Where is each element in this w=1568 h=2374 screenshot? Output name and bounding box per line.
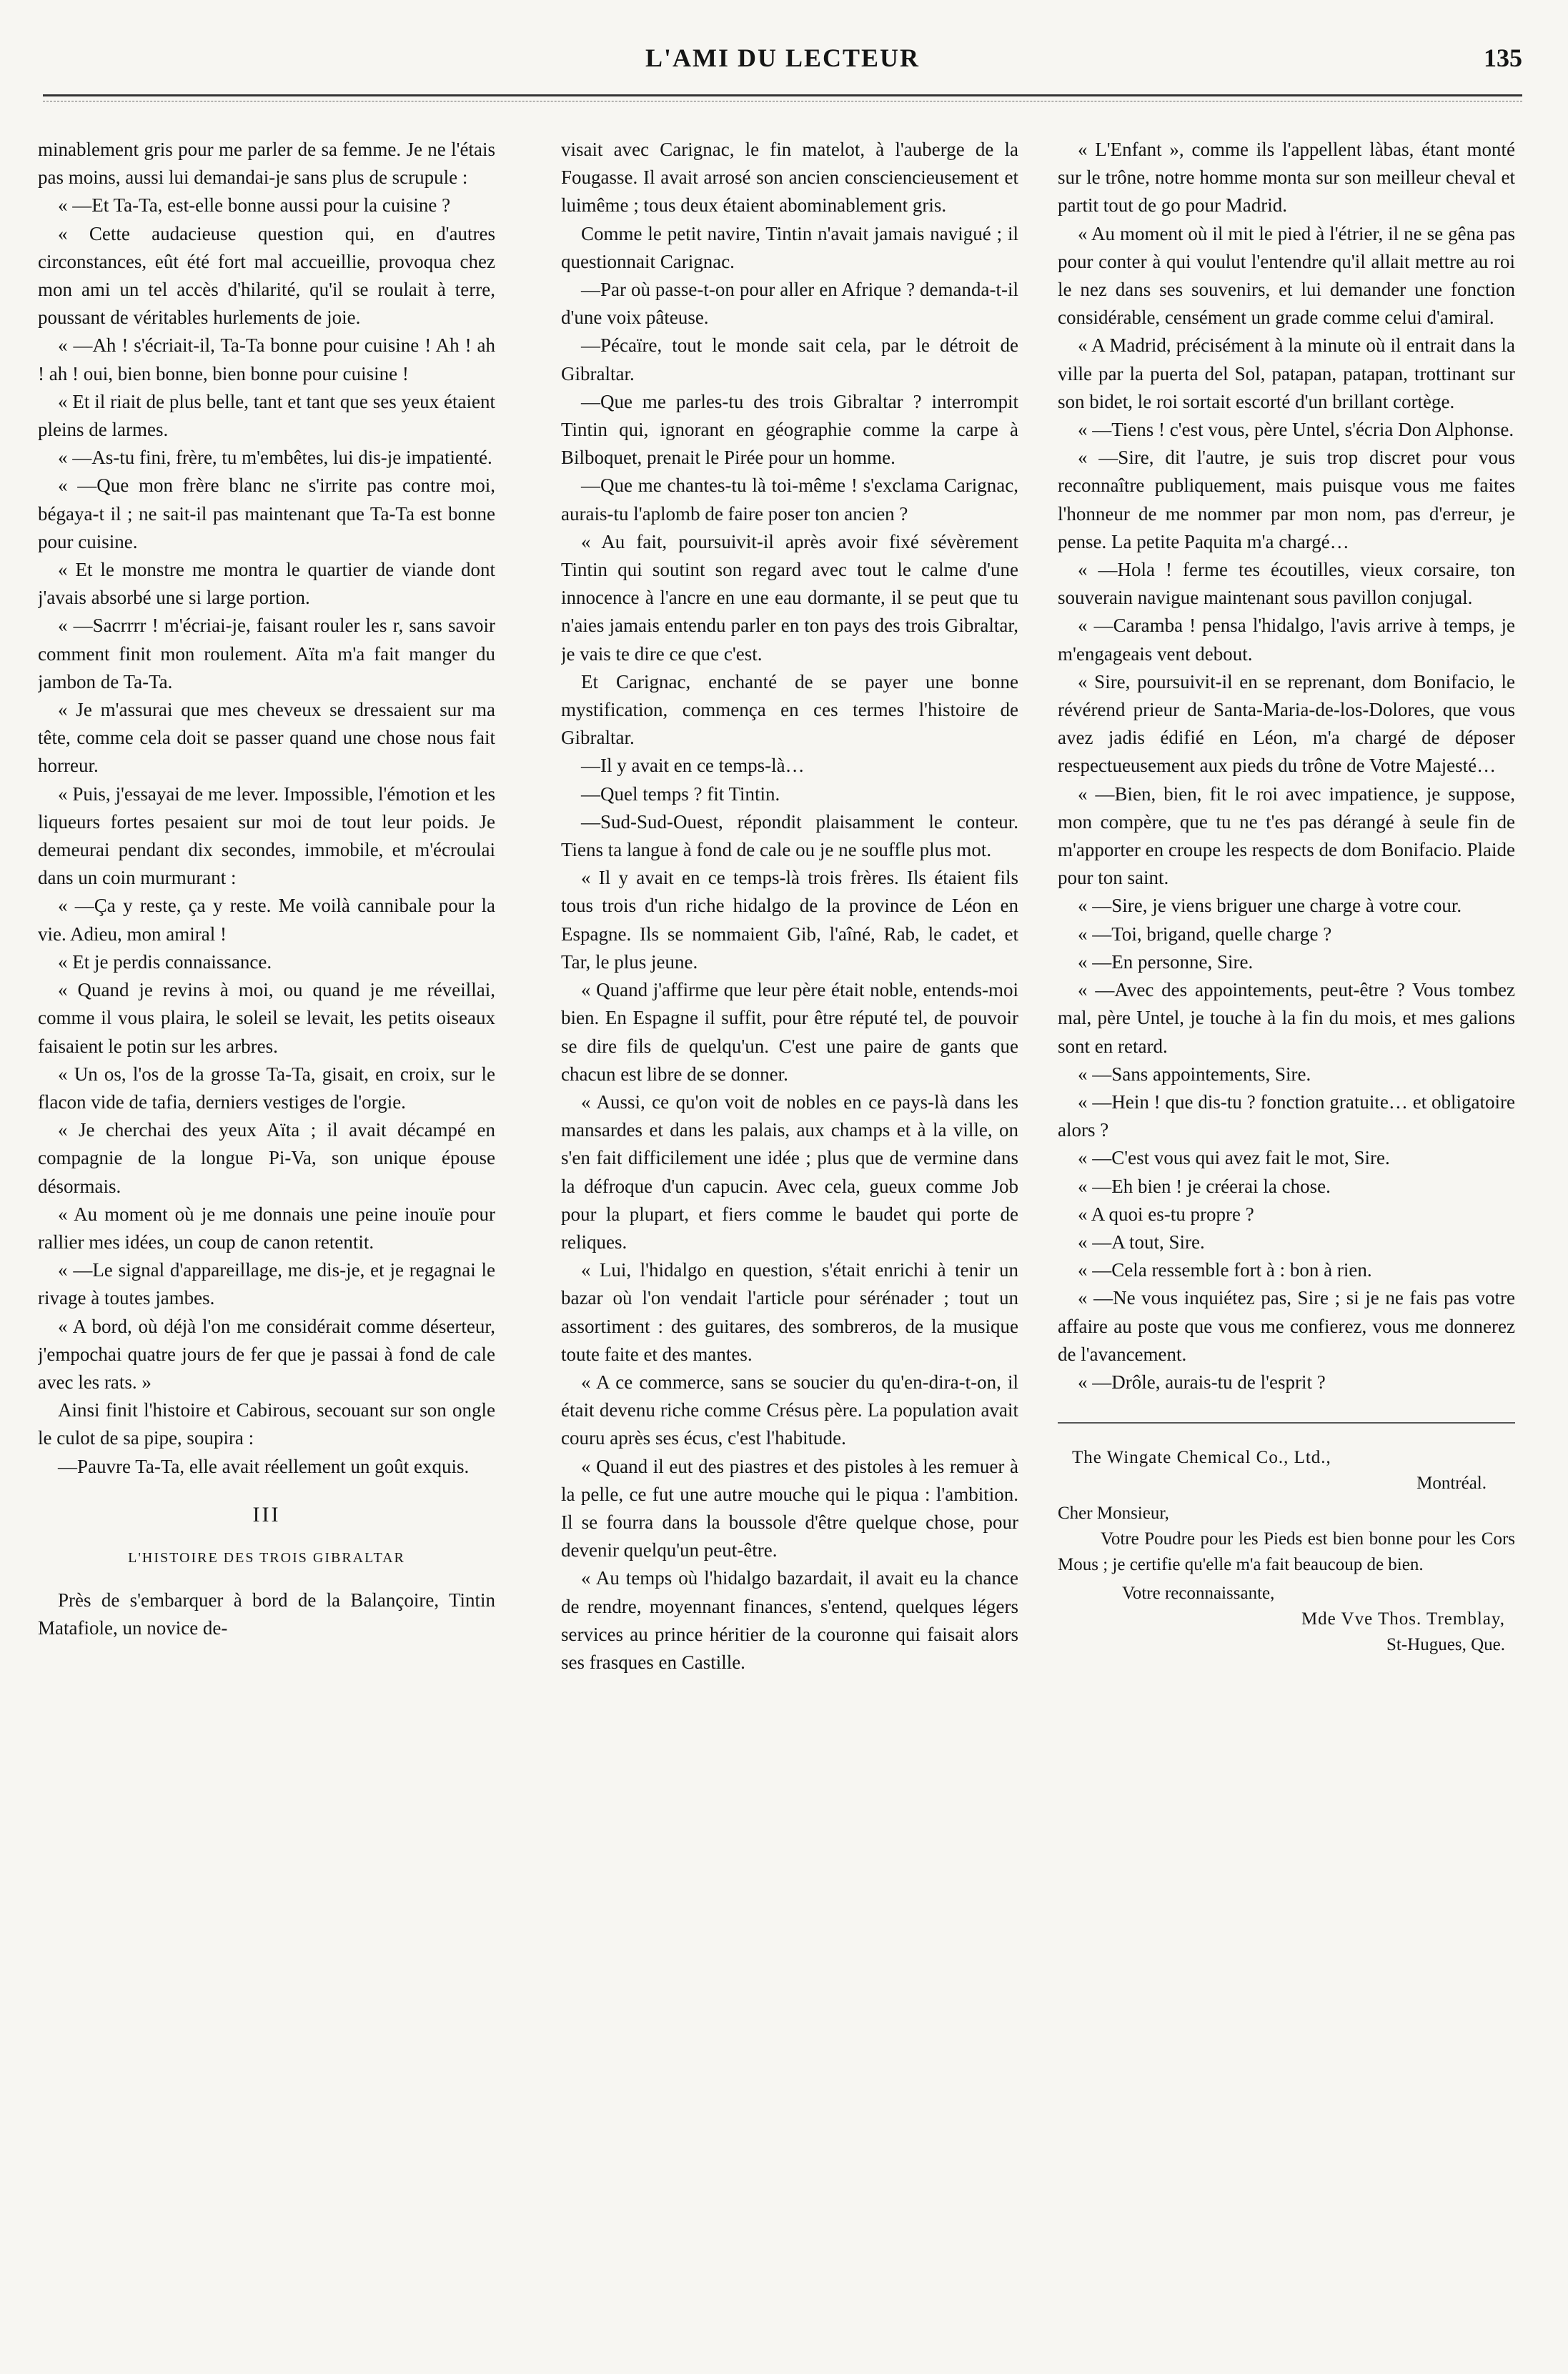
paragraph: « Un os, l'os de la grosse Ta-Ta, gisait, en croix, sur le flacon vide de tafia, derniers vestiges de l'orgie. [38, 1063, 495, 1113]
paragraph: « Et le monstre me montra le quartier de viande dont j'avais absorbé une si large portion. [38, 559, 495, 609]
paragraph: « —Hola ! ferme tes écoutilles, vieux corsaire, ton souverain navigue maintenant sous pavillon conjugal. [1058, 559, 1515, 609]
paragraph: « —Cela ressemble fort à : bon à rien. [1078, 1259, 1372, 1281]
advertisement [1058, 1445, 1515, 1658]
paragraph: —Quel temps ? fit Tintin. [581, 783, 780, 805]
paragraph: « Aussi, ce qu'on voit de nobles en ce pays-là dans les mansardes et dans les palais, aux champs et à la ville, on s'en fait difficilement une idée ; plus que de vermine dans la défroque d'un capucin. Avec cela, gueux comme Job pour la plupart, et fiers comme le baudet qui porte de reliques. [561, 1091, 1018, 1253]
paragraph: « —C'est vous qui avez fait le mot, Sire. [1078, 1147, 1390, 1169]
paragraph: « Je m'assurai que mes cheveux se dressaient sur ma tête, comme cela doit se passer quand une chose nous fait horreur. [38, 699, 495, 777]
paragraph: « Quand j'affirme que leur père était noble, entends-moi bien. En Espagne il suffit, pour être réputé tel, de pouvoir se dire fils de quelqu'un. C'est une paire de gants que chacun est libre de se donner. [561, 979, 1018, 1085]
ad-greeting: Cher Monsieur, [1058, 1504, 1169, 1524]
paragraph: « —En personne, Sire. [1078, 950, 1254, 973]
paragraph: « L'Enfant », comme ils l'appellent làbas, étant monté sur le trône, notre homme monta sur son meilleur cheval et partit tout de go pour Madrid. [1058, 139, 1515, 217]
header-rule [43, 94, 1522, 101]
column-1-after-paragraphs [38, 1586, 495, 1642]
paragraph: Près de s'embarquer à bord de la Balançoire, Tintin Matafiole, un novice de- [38, 1589, 495, 1639]
paragraph: « —Ne vous inquiétez pas, Sire ; si je ne fais pas votre affaire au poste que vous me confierez, vous me donnerez de l'avancement. [1058, 1287, 1515, 1365]
paragraph: « —Sans appointements, Sire. [1078, 1063, 1311, 1085]
page-header [43, 43, 1522, 86]
paragraph: « —Sacrrrr ! m'écriai-je, faisant rouler les r, sans savoir comment finit mon roulement. Aïta m'a fait manger du jambon de Ta-Ta. [38, 615, 495, 692]
ad-closing: Votre reconnaissante, [1122, 1584, 1275, 1604]
ad-company: The Wingate Chemical Co., Ltd., [1072, 1448, 1331, 1468]
column-3 [1058, 136, 1515, 2323]
paragraph: « —Sire, je viens briguer une charge à votre cour. [1078, 895, 1462, 917]
paragraph: Comme le petit navire, Tintin n'avait jamais navigué ; il questionnait Carignac. [561, 222, 1018, 272]
paragraph: —Pécaïre, tout le monde sait cela, par le détroit de Gibraltar. [561, 334, 1018, 384]
paragraph: « —Le signal d'appareillage, me dis-je, et je regagnai le rivage à toutes jambes. [38, 1259, 495, 1309]
paragraph: —Pauvre Ta-Ta, elle avait réellement un goût exquis. [58, 1455, 470, 1477]
paragraph: « Quand il eut des piastres et des pistoles à les remuer à la pelle, ce fut une autre mouche qui le piqua : l'ambition. Il se fourra dans la boussole d'être quelque chose, pour devenir quelqu'un peut-être. [561, 1455, 1018, 1561]
column-3-paragraphs [1058, 136, 1515, 1396]
paragraph: « Je cherchai des yeux Aïta ; il avait décampé en compagnie de la longue Pi-Va, son unique épouse désormais. [38, 1119, 495, 1197]
paragraph: « —Eh bien ! je créerai la chose. [1078, 1175, 1331, 1197]
paragraph: « —Et Ta-Ta, est-elle bonne aussi pour la cuisine ? [58, 194, 451, 217]
paragraph: « —Sire, dit l'autre, je suis trop discret pour vous reconnaître publiquement, mais puisque vous me faites l'honneur de me nommer par mon nom, pas d'erreur, je pense. La petite Paquita m'a chargé… [1058, 447, 1515, 552]
column-2-paragraphs [561, 136, 1018, 1677]
paragraph: —Sud-Sud-Ouest, répondit plaisamment le conteur. Tiens ta langue à fond de cale ou je ne souffle plus mot. [561, 810, 1018, 861]
paragraph: « —Ça y reste, ça y reste. Me voilà cannibale pour la vie. Adieu, mon amiral ! [38, 895, 495, 945]
column-1 [38, 136, 495, 2323]
paragraph: « Et il riait de plus belle, tant et tant que ses yeux étaient pleins de larmes. [38, 390, 495, 441]
paragraph: « A Madrid, précisément à la minute où il entrait dans la ville par la puerta del Sol, patapan, patapan, trottinant sur son bidet, le roi sortait escorté d'un brillant cortège. [1058, 334, 1515, 412]
page-number: 135 [1484, 44, 1522, 72]
paragraph: visait avec Carignac, le fin matelot, à l'auberge de la Fougasse. Il avait arrosé son ancien consciencieusement et luimême ; tous deux étaient abominablement gris. [561, 139, 1018, 217]
paragraph: « A bord, où déjà l'on me considérait comme déserteur, j'empochai quatre jours de fer que je passai à fond de cale avec les rats. » [38, 1315, 495, 1393]
paragraph: —Par où passe-t-on pour aller en Afrique ? demanda-t-il d'une voix pâteuse. [561, 279, 1018, 329]
ad-city: Montréal. [1416, 1474, 1487, 1494]
paragraph: « Et je perdis connaissance. [58, 950, 272, 973]
paragraph: « Cette audacieuse question qui, en d'autres circonstances, eût été fort mal accueillie, provoqua chez mon ami un tel accès d'hilarité, qu'il se roulait à terre, poussant de véritables hurlements de joie. [38, 222, 495, 329]
paragraph: minablement gris pour me parler de sa femme. Je ne l'étais pas moins, aussi lui demandai-je sans plus de scrupule : [38, 139, 495, 189]
ad-signature: Mde Vve Thos. Tremblay, [1301, 1609, 1505, 1629]
paragraph: « —Que mon frère blanc ne s'irrite pas contre moi, bégaya-t il ; ne sait-il pas maintenant que Ta-Ta est bonne pour cuisine. [38, 475, 495, 552]
paragraph: —Que me chantes-tu là toi-même ! s'exclama Carignac, aurais-tu l'aplomb de faire poser ton ancien ? [561, 475, 1018, 525]
paragraph: « Sire, poursuivit-il en se reprenant, dom Bonifacio, le révérend prieur de Santa-Maria-de-los-Dolores, que vous avez jadis édifié en Léon, m'a chargé de déposer respectueusement aux pieds du trône de Votre Majesté… [1058, 670, 1515, 777]
column-1-paragraphs [38, 136, 495, 1481]
section-number: III [252, 1502, 281, 1526]
paragraph: « Puis, j'essayai de me lever. Impossible, l'émotion et les liqueurs fortes pesaient sur moi de tout leur poids. Je demeurai pendant dix secondes, immobile, et m'écroulai dans un coin murmurant : [38, 783, 495, 889]
paragraph: « —Hein ! que dis-tu ? fonction gratuite… et obligatoire alors ? [1058, 1091, 1515, 1141]
paragraph: « A ce commerce, sans se soucier du qu'en-dira-t-on, il était devenu riche comme Crésus père. La population avait couru après ses écus, c'est l'habitude. [561, 1371, 1018, 1449]
paragraph: « —Caramba ! pensa l'hidalgo, l'avis arrive à temps, je m'engageais vent debout. [1058, 615, 1515, 665]
paragraph: Ainsi finit l'histoire et Cabirous, secouant sur son ongle le culot de sa pipe, soupira : [38, 1399, 495, 1449]
paragraph: « —As-tu fini, frère, tu m'embêtes, lui dis-je impatienté. [58, 447, 492, 469]
paragraph: « —Ah ! s'écriait-il, Ta-Ta bonne pour cuisine ! Ah ! ah ! ah ! oui, bien bonne, bien bonne pour cuisine ! [38, 334, 495, 384]
paragraph: « Au moment où je me donnais une peine inouïe pour rallier mes idées, un coup de canon retentit. [38, 1203, 495, 1253]
column-2 [561, 136, 1018, 2323]
paragraph: —Il y avait en ce temps-là… [581, 755, 805, 777]
paragraph: « —Tiens ! c'est vous, père Untel, s'écria Don Alphonse. [1078, 419, 1514, 441]
paragraph: « —Toi, brigand, quelle charge ? [1078, 923, 1332, 945]
paragraph: « —Bien, bien, fit le roi avec impatience, je suppose, mon compère, que tu ne t'es pas dérangé à seule fin de m'apporter en croupe les respects de dom Bonifacio. Plaide pour ton saint. [1058, 783, 1515, 889]
paragraph: « —A tout, Sire. [1078, 1231, 1205, 1253]
section-title: L'HISTOIRE DES TROIS GIBRALTAR [128, 1549, 405, 1566]
advertisement-separator [1058, 1422, 1515, 1424]
paragraph: —Que me parles-tu des trois Gibraltar ? interrompit Tintin qui, ignorant en géographie comme la carpe à Bilboquet, prenait le Pirée pour un homme. [561, 390, 1018, 469]
paragraph: « Au temps où l'hidalgo bazardait, il avait eu la chance de rendre, moyennant finances, s'entend, quelques légers services au prince héritier de la couronne qui faisait alors ses frasques en Castille. [561, 1567, 1018, 1673]
paragraph: « A quoi es-tu propre ? [1078, 1203, 1254, 1225]
paragraph: « Lui, l'hidalgo en question, s'était enrichi à tenir un bazar où l'on vendait l'article pour sérénader ; tout un assortiment : des guitares, des sombreros, de la musique toute faite et des mantes. [561, 1259, 1018, 1365]
paragraph: Et Carignac, enchanté de se payer une bonne mystification, commença en ces termes l'histoire de Gibraltar. [561, 670, 1018, 749]
ad-body: Votre Poudre pour les Pieds est bien bonne pour les Cors Mous ; je certifie qu'elle m'a fait beaucoup de bien. [1058, 1529, 1515, 1575]
paragraph: « —Avec des appointements, peut-être ? Vous tombez mal, père Untel, je touche à la fin du mois, et mes galions sont en retard. [1058, 979, 1515, 1057]
paragraph: « —Drôle, aurais-tu de l'esprit ? [1078, 1371, 1326, 1393]
publication-title: L'AMI DU LECTEUR [645, 44, 921, 72]
paragraph: « Au fait, poursuivit-il après avoir fixé sévèrement Tintin qui soutint son regard avec tout le calme d'une innocence à l'ancre en une eau dormante, il se peut que tu n'aies jamais entendu parler en ton pays des trois Gibraltar, je vais te dire ce que c'est. [561, 530, 1018, 665]
paragraph: « Quand je revins à moi, ou quand je me réveillai, comme il vous plaira, le soleil se levait, les petits oiseaux faisaient le potin sur les arbres. [38, 979, 495, 1057]
paragraph: « Au moment où il mit le pied à l'étrier, il ne se gêna pas pour conter à qui voulut l'entendre qu'il allait mettre au roi le nez dans ses souvenirs, et lui demander une fonction considérable, censément un grade comme celui d'amiral. [1058, 222, 1515, 329]
paragraph: « Il y avait en ce temps-là trois frères. Ils étaient fils tous trois d'un riche hidalgo de la province de Léon en Espagne. Ils se nommaient Gib, l'aîné, Rab, le cadet, et Tar, le plus jeune. [561, 867, 1018, 973]
ad-place: St-Hugues, Que. [1386, 1635, 1505, 1655]
